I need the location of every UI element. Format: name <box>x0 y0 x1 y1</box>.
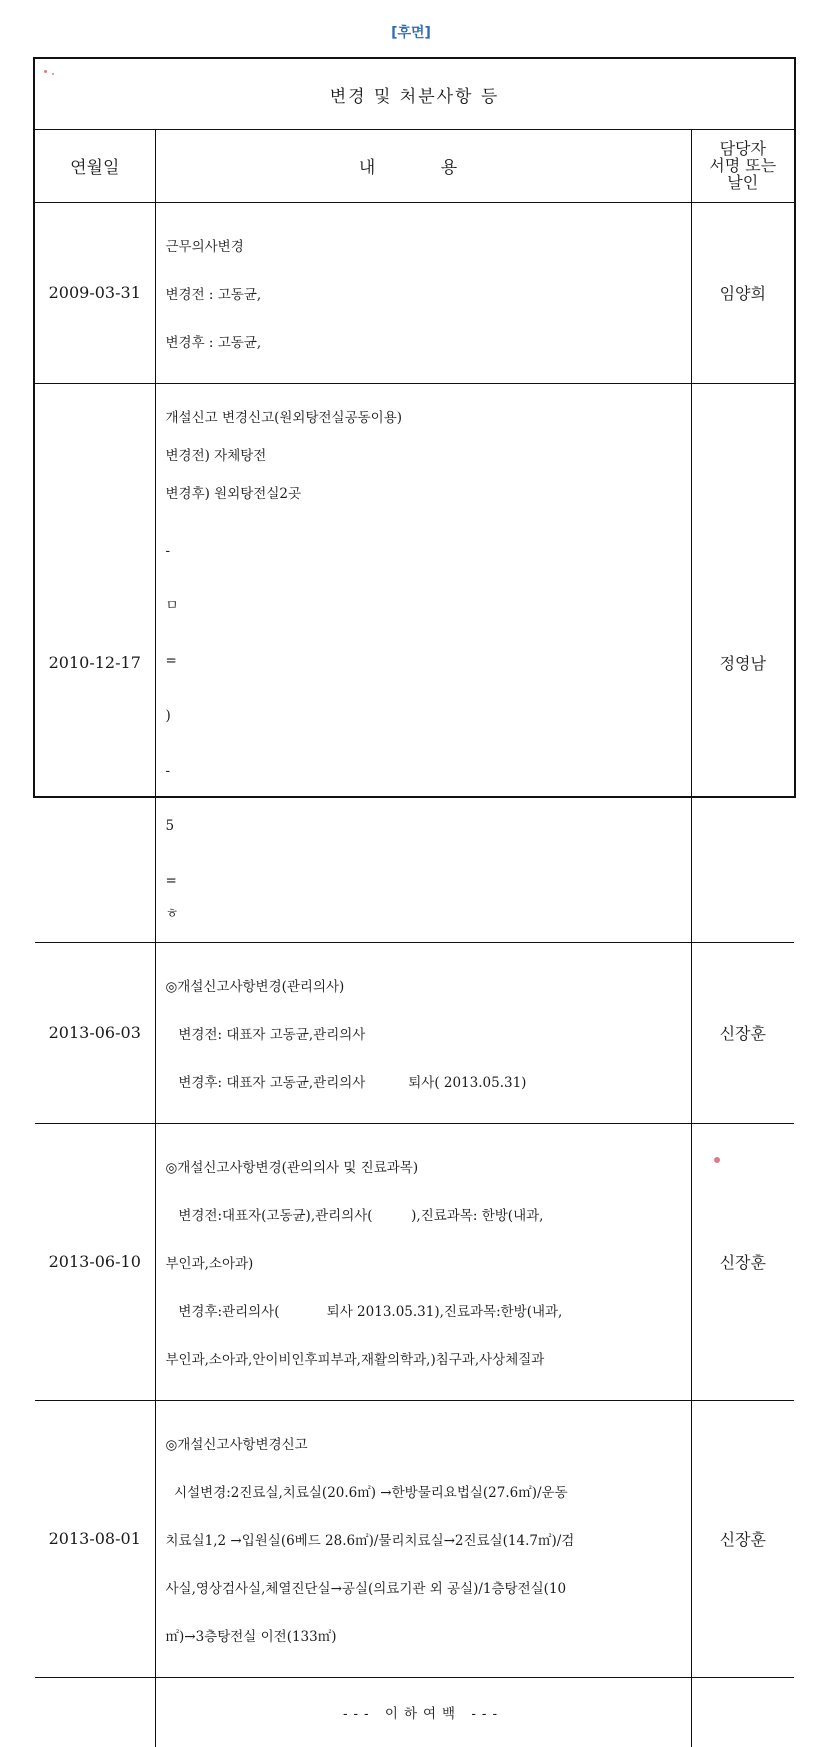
row-signature-empty <box>691 1677 794 1747</box>
row-date: 2009-03-31 <box>35 202 155 383</box>
content-line: 시설변경:2진료실,치료실(20.6㎡) →한방물리요법실(27.6㎡)/운동 <box>165 1484 568 1501</box>
row-signature: 신장훈 <box>691 942 794 1123</box>
content-line: = <box>165 872 177 889</box>
content-line: 근무의사변경 <box>165 238 244 255</box>
content-line: 변경전:대표자(고동균),관리의사( ),진료과목: 한방(내과, <box>165 1207 544 1224</box>
content-line: 5 <box>165 817 175 834</box>
table-row <box>35 383 794 942</box>
content-line: ㅁ <box>165 597 179 614</box>
row-date-empty <box>35 1677 155 1747</box>
content-line: 변경전: 대표자 고동균,관리의사 <box>165 1026 366 1043</box>
content-line: - <box>165 542 171 559</box>
row-content <box>155 942 691 1123</box>
content-line: 사실,영상검사실,체열진단실→공실(의료기관 외 공실)/1층탕전실(10 <box>165 1580 567 1597</box>
content-line: ◎개설신고사항변경신고 <box>165 1436 308 1453</box>
form-title: 변경 및 처분사항 등 <box>35 59 794 130</box>
content-line: 변경전 : 고동균, <box>165 286 262 303</box>
signature-text: 신장훈 <box>719 1253 766 1272</box>
row-date: 2013-06-10 <box>35 1123 155 1400</box>
header-sign <box>691 129 794 202</box>
table-row <box>35 1123 794 1400</box>
table-row <box>35 1400 794 1677</box>
content-line: = <box>165 652 177 669</box>
ink-speck <box>52 73 54 75</box>
change-record-table <box>35 129 794 1747</box>
header-date: 연월일 <box>35 129 155 202</box>
content-line: ㎡)→3층탕전실 이전(133㎡) <box>165 1628 337 1645</box>
row-date: 2013-06-03 <box>35 942 155 1123</box>
row-content <box>155 1123 691 1400</box>
content-line: 변경전) 자체탕전 <box>165 447 267 464</box>
change-record-form <box>33 57 796 1723</box>
row-date: 2010-12-17 <box>35 383 155 942</box>
content-line: 변경후 : 고동균, <box>165 334 262 351</box>
row-content <box>155 383 691 942</box>
row-signature <box>691 1123 794 1400</box>
content-line: 변경후:관리의사( 퇴사 2013.05.31),진료과목:한방(내과, <box>165 1303 563 1320</box>
table-header-row <box>35 129 794 202</box>
row-date: 2013-08-01 <box>35 1400 155 1677</box>
content-line: ㅎ <box>165 905 179 922</box>
content-line: - <box>165 762 171 779</box>
end-of-entries-note: --- 이하여백 --- <box>155 1677 691 1747</box>
ink-mark <box>714 1157 720 1163</box>
row-signature: 임양희 <box>691 202 794 383</box>
content-line: 변경후: 대표자 고동균,관리의사 퇴사( 2013.05.31) <box>165 1074 527 1091</box>
content-line: 개설신고 변경신고(원외탕전실공동이용) <box>165 409 403 426</box>
row-signature: 신장훈 <box>691 1400 794 1677</box>
header-content: 내 용 <box>155 129 691 202</box>
row-content <box>155 1400 691 1677</box>
content-line: 변경후) 원외탕전실2곳 <box>165 485 302 502</box>
table-row <box>35 942 794 1123</box>
content-line: 치료실1,2 →입원실(6베드 28.6㎡)/물리치료실→2진료실(14.7㎡)/검 <box>165 1532 575 1549</box>
content-line: ◎개설신고사항변경(관리의사) <box>165 978 345 995</box>
page-side-label: [후면] <box>391 25 431 41</box>
content-line: 부인과,소아과) <box>165 1255 254 1272</box>
header-sign-label: 담당자 서명 또는 날인 <box>709 138 777 192</box>
row-content <box>155 202 691 383</box>
ink-speck <box>44 70 47 73</box>
table-row <box>35 202 794 383</box>
row-signature: 정영남 <box>691 383 794 942</box>
content-line: ) <box>165 707 171 724</box>
table-row-blank <box>35 1677 794 1747</box>
content-line: ◎개설신고사항변경(관의의사 및 진료과목) <box>165 1159 419 1176</box>
content-line: 부인과,소아과,안이비인후피부과,재활의학과,)침구과,사상체질과 <box>165 1351 545 1368</box>
